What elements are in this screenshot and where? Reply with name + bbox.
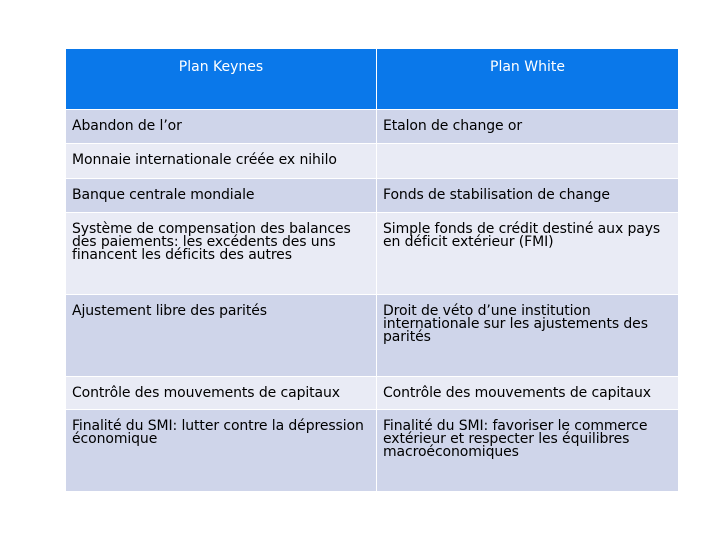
cell-keynes xyxy=(66,110,377,144)
cell-keynes xyxy=(66,377,377,410)
cell-text: Contrôle des mouvements de capitaux xyxy=(383,385,651,401)
table-row xyxy=(66,295,679,377)
cell-text: Finalité du SMI: favoriser le commerce extérieur et respecter les équilibres macroéconomiques xyxy=(383,418,648,460)
cell-keynes xyxy=(66,295,377,377)
cell-text: Etalon de change or xyxy=(383,118,523,134)
table-row xyxy=(66,144,679,179)
cell-keynes xyxy=(66,213,377,295)
header-row xyxy=(66,49,679,110)
cell-white xyxy=(377,213,679,295)
cell-text xyxy=(377,144,678,154)
cell-white xyxy=(377,377,679,410)
cell-text: Droit de véto d’une institution internationale sur les ajustements des parités xyxy=(383,303,648,345)
table-row xyxy=(66,110,679,144)
cell-text: Simple fonds de crédit destiné aux pays en déficit extérieur (FMI) xyxy=(383,221,661,250)
cell-keynes xyxy=(66,179,377,213)
cell-white xyxy=(377,144,679,179)
cell-white xyxy=(377,110,679,144)
cell-text: Contrôle des mouvements de capitaux xyxy=(72,385,340,401)
cell-text: Abandon de l’or xyxy=(72,118,182,134)
cell-text: Monnaie internationale créée ex nihilo xyxy=(72,152,337,168)
cell-text: Finalité du SMI: lutter contre la dépression économique xyxy=(72,418,364,447)
table-row xyxy=(66,377,679,410)
header-plan-white xyxy=(377,49,679,110)
cell-text: Système de compensation des balances des paiements: les excédents des uns financent les déficits des autres xyxy=(72,221,351,263)
cell-white xyxy=(377,179,679,213)
header-plan-keynes xyxy=(66,49,377,110)
cell-text: Banque centrale mondiale xyxy=(72,187,255,203)
cell-keynes xyxy=(66,144,377,179)
header-label: Plan Keynes xyxy=(178,59,264,75)
cell-white xyxy=(377,410,679,492)
table-row xyxy=(66,179,679,213)
cell-text: Fonds de stabilisation de change xyxy=(383,187,610,203)
comparison-table xyxy=(65,48,679,492)
table-row xyxy=(66,213,679,295)
cell-text: Ajustement libre des parités xyxy=(72,303,267,319)
header-label: Plan White xyxy=(490,59,565,75)
table-row xyxy=(66,410,679,492)
cell-keynes xyxy=(66,410,377,492)
cell-white xyxy=(377,295,679,377)
